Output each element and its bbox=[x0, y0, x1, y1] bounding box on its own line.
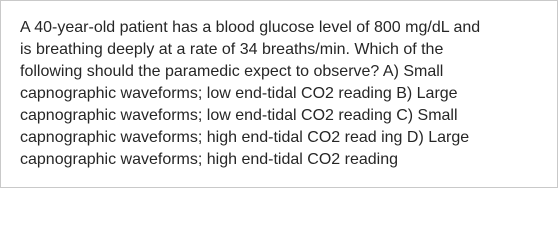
question-text: A 40-year-old patient has a blood glucose level of 800 mg/dL and is breathing deeply at a rate of 34 breaths/min. Which of the following should the paramedic expect to observe? A) Small capnographic waveforms; low end-tidal CO2 reading B) Large capnographic waveforms; low end-tidal CO2 reading C) Small capnographic waveforms; high end-tidal CO2 read ing D) Large capnographic waveforms; high end-tidal CO2 reading bbox=[20, 19, 481, 168]
